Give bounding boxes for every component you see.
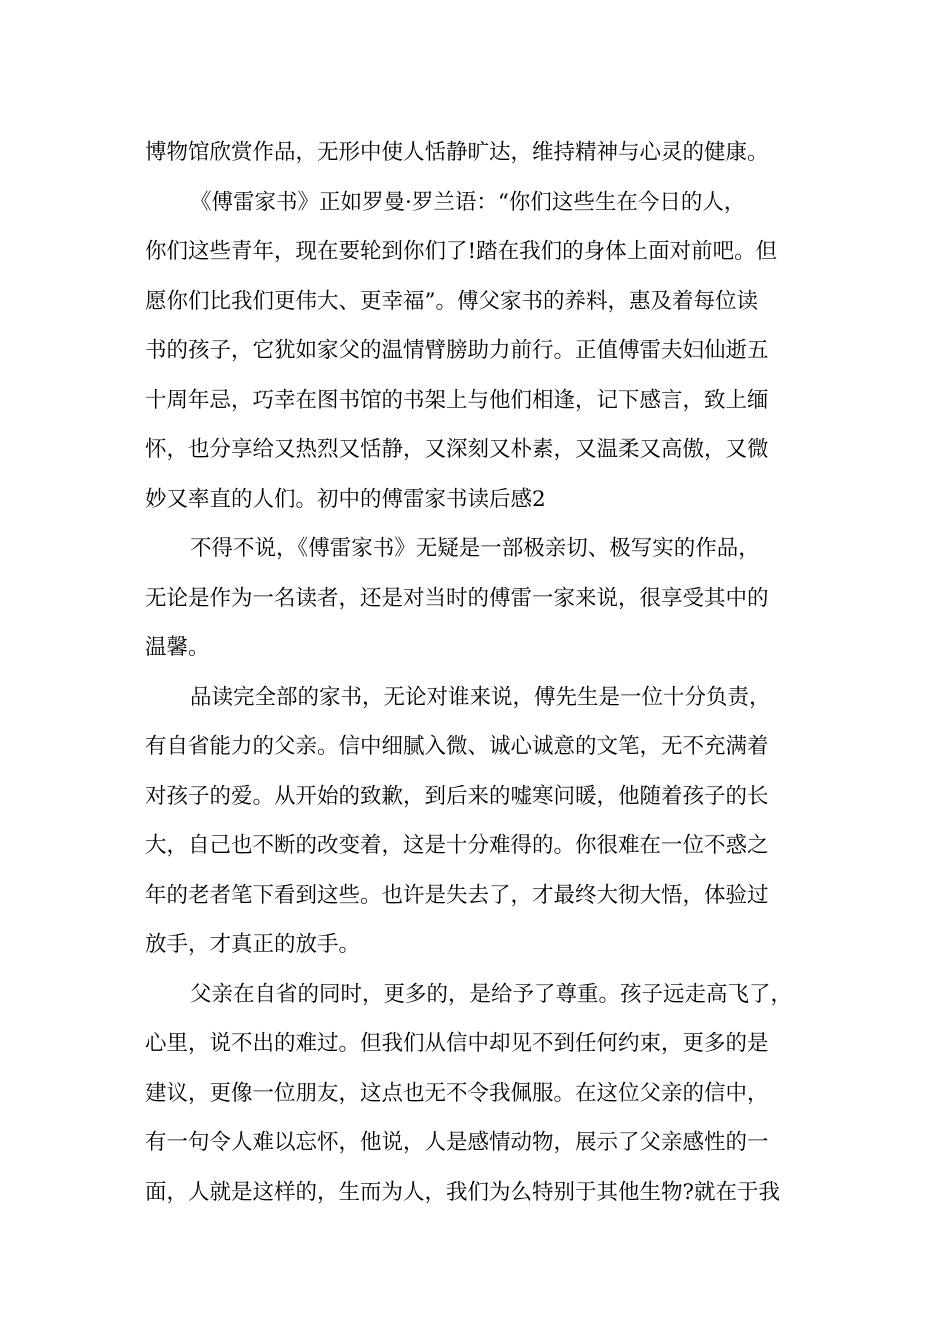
text-line: 有一句令人难以忘怀，他说，人是感情动物，展示了父亲感性的一 xyxy=(145,1130,769,1155)
text-line: 《傅雷家书》正如罗曼·罗兰语：“你们这些生在今日的人， xyxy=(190,189,746,215)
text-line: 对孩子的爱。从开始的致歉，到后来的嘘寒问暖，他随着孩子的长 xyxy=(145,783,769,809)
text-line: 愿你们比我们更伟大、更幸福”。傅父家书的养料，惠及着每位读 xyxy=(145,288,758,314)
text-line: 不得不说，《傅雷家书》无疑是一部极亲切、极写实的作品， xyxy=(190,536,760,561)
text-line: 书的孩子，它犹如家父的温情臂膀助力前行。正值傅雷夫妇仙逝五 xyxy=(145,338,769,363)
text-line: 温馨。 xyxy=(145,635,210,660)
text-line: 怀，也分享给又热烈又恬静，又深刻又朴素，又温柔又高傲，又微 xyxy=(145,437,769,462)
text-line: 无论是作为一名读者，还是对当时的傅雷一家来说，很享受其中的 xyxy=(145,585,769,611)
text-line: 妙又率直的人们。初中的傅雷家书读后感2 xyxy=(145,486,546,512)
text-line: 面，人就是这样的，生而为人，我们为么特别于其他生物?就在于我 xyxy=(145,1179,781,1205)
text-line: 有自省能力的父亲。信中细腻入微、诚心诚意的文笔，无不充满着 xyxy=(145,734,769,759)
text-line: 博物馆欣赏作品，无形中使人恬静旷达，维持精神与心灵的健康。 xyxy=(145,140,769,165)
text-line: 建议，更像一位朋友，这点也无不令我佩服。在这位父亲的信中， xyxy=(145,1080,769,1106)
text-line: 父亲在自省的同时，更多的，是给予了尊重。孩子远走高飞了， xyxy=(190,981,793,1007)
text-line: 大，自己也不断的改变着，这是十分难得的。你很难在一位不惑之 xyxy=(145,833,769,858)
text-line: 放手，才真正的放手。 xyxy=(145,932,361,957)
document-body xyxy=(145,128,810,1217)
text-line: 十周年忌，巧幸在图书馆的书架上与他们相逢，记下感言，致上缅 xyxy=(145,387,769,413)
text-line: 品读完全部的家书，无论对谁来说，傅先生是一位十分负责， xyxy=(190,684,771,710)
text-line: 心里，说不出的难过。但我们从信中却见不到任何约束，更多的是 xyxy=(145,1031,769,1056)
text-line: 年的老者笔下看到这些。也许是失去了，才最终大彻大悟，体验过 xyxy=(145,882,769,908)
text-line: 你们这些青年，现在要轮到你们了!踏在我们的身体上面对前吧。但 xyxy=(145,239,778,264)
